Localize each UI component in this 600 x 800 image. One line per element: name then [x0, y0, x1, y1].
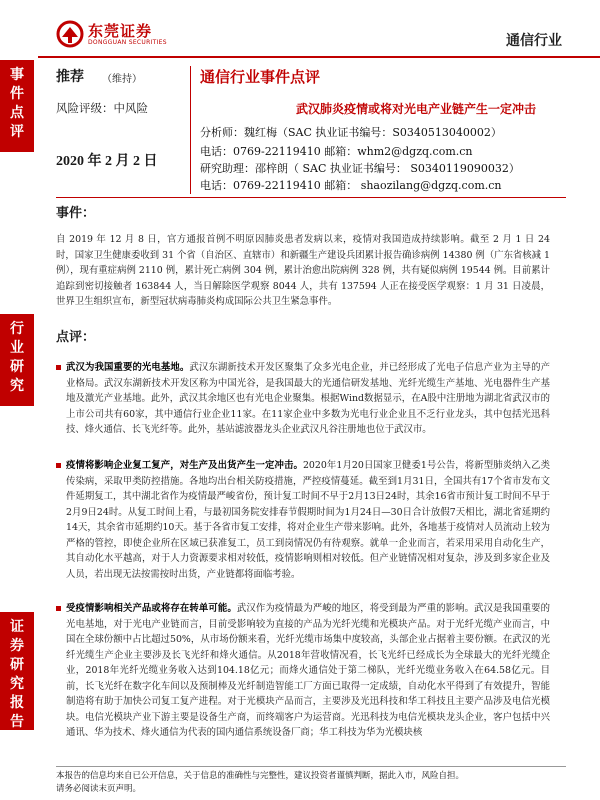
sidebar-char: 究	[10, 378, 24, 394]
comment-bullet	[56, 360, 550, 438]
sidebar-char: 报	[10, 695, 24, 711]
assistant-contact: 电话：0769-22119410 邮箱： shaozilang@dgzq.com.cn	[200, 179, 502, 192]
logo-mark-icon	[56, 20, 84, 48]
sidebar-char: 研	[10, 359, 24, 375]
bullet-text: 武汉作为疫情最为严峻的地区，将受到最为严重的影响。武汉是我国重要的光电基地，对于光电产业链而言，目前受影响较为直接的产品为光纤光缆和光模块产品。对于光纤光缆产业而言，中国在全球份额中占比超过50%，从市场份额来看，光纤光缆市场集中度较高，头部企业占据着主要份额。在武汉的光纤光缆生产企业主要涉及长飞光纤和烽火通信。从2018年营收情况看，长飞光纤已经成长为全球最大的光纤光缆企业，2018年光纤光缆业务收入达到104.18亿元；而烽火通信处于第二梯队，光纤光缆业务收入在64.58亿元。目前，长飞光纤在数字化车间以及预制棒及光纤制造智能工厂方面已取得一定成绩，自动化水平得到了有效提升，智能制造将有助于加快公司复工复产进程。对于光模块产品而言，主要涉及光迅科技和华工科技且主要产品涉及电信光模块。电信光模块产业下游主要是设备生产商，而终端客户为运营商。光迅科技为电信光模块龙头企业，客户包括中兴通讯、华为技术、烽火通信为代表的国内通信系统设备厂商；华工科技为华为光模块核	[66, 603, 550, 738]
sidebar-char: 行	[10, 321, 24, 337]
logo-text-cn: 东莞证券	[88, 22, 153, 40]
disclaimer-note: 请务必阅读末页声明。	[56, 784, 142, 794]
sidebar-tag-event-review	[0, 60, 34, 152]
event-text: 自 2019 年 12 月 8 日，官方通报首例不明原因肺炎患者发病以来，疫情对我国造成持续影响。截至 2 月 1 日 24 时，国家卫生健康委收到 31 个省（自治区、直辖市）和新疆生产建设兵团累计报告确诊病例 14380 例（广东省核减 1 例），现有重症病例 2110 例，累计死亡病例 304 例，累计治愈出院病例 328 例，共有疑似病例 19544 例。目前累计追踪到密切接触者 163844 人，当日解除医学观察 8044 人，共有 137594 人正在接受医学观察：1 月 31 日凌晨，世界卫生组织宣布，新型冠状病毒肺炎构成国际公共卫生紧急事件。	[56, 234, 550, 307]
bullet-text: 武汉东湖新技术开发区聚集了众多光电企业，并已经形成了光电子信息产业为主导的产业格局。武汉东湖新技术开发区称为中国光谷，是我国最大的光通信研发基地、光纤光缆生产基地、光电器件生产基地及激光产业基地。此外，武汉其余地区也有光电企业聚集。根据Wind数据显示，在A股中注册地为湖北省武汉市的上市公司共有60家，其中通信行业企业11家。在11家企业中多数为光电行业企业且不乏行业龙头，其中包括光迅科技、烽火通信、长飞光纤等。此外，基站滤波器龙头企业武汉凡谷注册地也位于武汉市。	[66, 362, 550, 435]
footer-divider	[56, 766, 566, 767]
comment-bullet	[56, 458, 550, 582]
disclaimer-text: 本报告的信息均来自已公开信息，关于信息的准确性与完整性，建议投资者谨慎判断，据此入市，风险自担。	[56, 771, 465, 781]
sidebar-char: 研	[10, 657, 24, 673]
bullet-lead: 武汉为我国重要的光电基地。	[66, 362, 190, 373]
analyst-contact: 电话：0769-22119410 邮箱：whm2@dgzq.com.cn	[200, 145, 473, 158]
bullet-lead: 疫情将影响企业复工复产，对生产及出货产生一定冲击。	[66, 460, 303, 471]
rating-sub: （维持）	[102, 74, 142, 85]
sidebar	[0, 0, 38, 800]
sidebar-tag-industry-research	[0, 314, 34, 406]
sidebar-char: 告	[10, 714, 24, 730]
sidebar-char: 点	[10, 105, 24, 121]
event-heading: 事件：	[56, 206, 96, 221]
comment-bullet	[56, 601, 550, 741]
sidebar-char: 究	[10, 676, 24, 692]
page-footer	[56, 770, 566, 796]
sidebar-char: 评	[10, 124, 24, 140]
risk-rating: 风险评级：中风险	[56, 101, 148, 115]
bullet-marker	[56, 606, 61, 611]
report-date: 2020 年 2 月 2 日	[56, 154, 158, 169]
comment-heading: 点评：	[56, 330, 96, 345]
divider-vertical	[190, 66, 191, 194]
industry-category: 通信行业	[506, 33, 562, 49]
bullet-text: 2020年1月20日国家卫健委1号公告，将新型肺炎纳入乙类传染病，采取甲类防控措施。各地均出台相关防疫措施，严控疫情蔓延。截至到1月31日，全国共有17个省市发布文件延期复工，其中湖北省作为疫情最严峻省份，预计复工时间不早于2月13日24时，其余16省市预计复工时间不早于2月9日24时。从复工时间上看，与最初国务院安排春节假期时间为1月24日—30日合计放假7天相比，湖北省延期约14天，其余省市延期约10天。基于各省市复工安排，将对企业生产带来影响。此外，各地基于疫情对人员流动上较为严格的管控，即使企业所在区域已获准复工，员工到岗情况仍有待观察。就单一企业而言，若采用采用自动化生产，其自动化水平越高，对于人力资源要求相对较低，疫情影响则相对较低。但产业链情况相对复杂，涉及到多家企业及人员，若出现无法按需按时出货，产业链都将面临考验。	[66, 460, 550, 580]
page-header	[38, 0, 600, 58]
assistant-name: 研究助理：邵梓朗（ SAC 执业证书编号： S0340119090032）	[200, 162, 520, 175]
sidebar-char: 业	[10, 340, 24, 356]
report-subtitle: 武汉肺炎疫情或将对光电产业链产生一定冲击	[296, 102, 537, 116]
bullet-marker	[56, 463, 61, 468]
company-logo	[56, 20, 186, 52]
logo-text-en: DONGGUAN SECURITIES	[88, 39, 167, 46]
sidebar-char: 券	[10, 638, 24, 654]
rating-label: 推荐	[56, 69, 84, 85]
sidebar-char: 证	[10, 619, 24, 635]
sidebar-char: 件	[10, 86, 24, 102]
report-title: 通信行业事件点评	[200, 68, 321, 86]
divider	[56, 197, 566, 198]
sidebar-tag-securities-report	[0, 612, 34, 730]
sidebar-char: 事	[10, 67, 24, 83]
bullet-marker	[56, 365, 61, 370]
bullet-lead: 受疫情影响相关产品或将存在转单可能。	[66, 603, 237, 614]
analyst-name: 分析师：魏红梅（SAC 执业证书编号：S0340513040002）	[200, 126, 502, 139]
